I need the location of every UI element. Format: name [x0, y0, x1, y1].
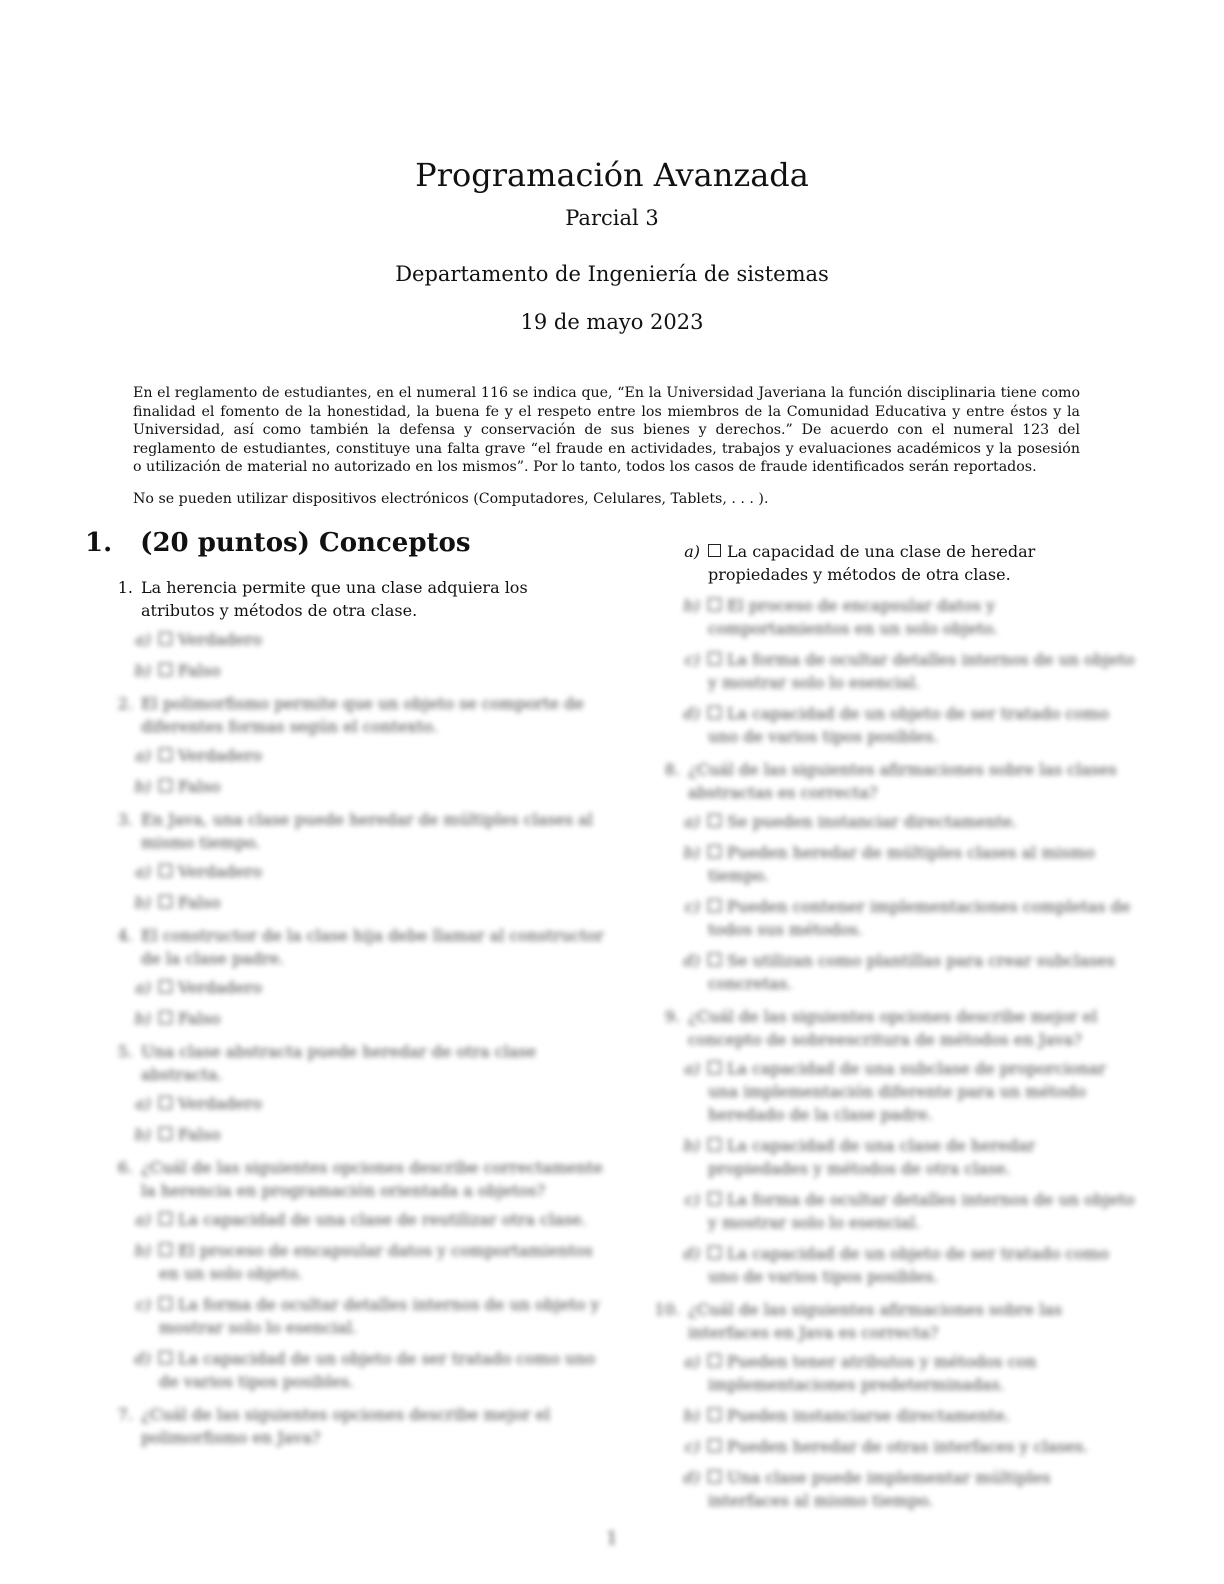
checkbox-icon[interactable] [708, 845, 721, 858]
option-label: a) [135, 862, 151, 881]
answer-options [640, 540, 1135, 748]
option-text [159, 891, 605, 914]
question-number: 2. [117, 694, 133, 713]
question-number: 6. [117, 1158, 133, 1177]
honesty-notice: En el reglamento de estudiantes, en el numeral 116 se indica que, “En la Universidad Javeriana la función disciplinaria tiene como finalidad el fomento de la honestidad, la buena fe y el respeto entre los miembros de la Comunidad Educativa y entre éstos y la Universidad, así como también la defensa y conservación de sus bienes y derechos.” De acuerdo con el numeral 123 del reglamento de estudiantes, constituye una falta grave “el fraude en actividades, trabajos y evaluaciones académicos y la posesión o utilización de material no autorizado en los mismos”. Por lo tanto, todos los casos de fraude identificados serán reportados. [133, 385, 1080, 476]
option-text [708, 594, 1135, 640]
option-label: b) [683, 843, 700, 862]
checkbox-icon[interactable] [708, 652, 721, 665]
option-text [159, 976, 605, 999]
option-text-value: La capacidad de un objeto de ser tratado como uno de varios tipos posibles. [708, 704, 1109, 746]
checkbox-icon[interactable] [159, 1096, 172, 1109]
question [85, 576, 605, 622]
option-text-value: La forma de ocultar detalles internos de un objeto y mostrar solo lo esencial. [708, 1190, 1135, 1232]
option-text [708, 540, 1135, 586]
checkbox-icon[interactable] [708, 598, 721, 611]
option-label: a) [684, 542, 700, 561]
option-label: a) [135, 1094, 151, 1113]
answer-option[interactable] [640, 1188, 1135, 1234]
option-text [159, 1239, 605, 1285]
option-text-value: Pueden heredar de múltiples clases al mismo tiempo. [708, 843, 1095, 885]
option-text [159, 1123, 605, 1146]
question [85, 808, 605, 854]
option-label: b) [683, 1136, 700, 1155]
option-text-value: Verdadero [178, 862, 262, 881]
option-text [159, 744, 605, 767]
answer-option[interactable] [85, 1123, 605, 1146]
question-number: 8. [664, 760, 680, 779]
answer-option[interactable] [640, 1435, 1135, 1458]
option-text [708, 1466, 1135, 1512]
question-number: 4. [117, 926, 133, 945]
option-label: a) [135, 630, 151, 649]
section-heading [85, 528, 605, 558]
left-column [85, 528, 605, 1455]
question [85, 1156, 605, 1202]
question [640, 1005, 1135, 1051]
option-text-value: La capacidad de una clase de reutilizar otra clase. [178, 1210, 587, 1229]
checkbox-icon[interactable] [708, 706, 721, 719]
option-label: d) [683, 951, 700, 970]
question-text: ¿Cuál de las siguientes opciones describe mejor el concepto de sobreescritura de métodos en Java? [688, 1007, 1098, 1049]
option-text [708, 1435, 1135, 1458]
option-text-value: Falso [178, 1009, 221, 1028]
answer-option[interactable] [85, 1092, 605, 1115]
answer-options [85, 1208, 605, 1393]
option-text-value: Falso [178, 1125, 221, 1144]
answer-option[interactable] [85, 775, 605, 798]
answer-option[interactable] [85, 1293, 605, 1339]
question-number: 10. [654, 1300, 680, 1319]
question-text: En Java, una clase puede heredar de múltiples clases al mismo tiempo. [141, 810, 593, 852]
option-text [708, 841, 1135, 887]
question [85, 692, 605, 738]
answer-option[interactable] [85, 1239, 605, 1285]
option-label: b) [683, 596, 700, 615]
answer-option[interactable] [85, 860, 605, 883]
checkbox-icon[interactable] [159, 1127, 172, 1140]
option-label: c) [684, 1437, 700, 1456]
option-label: b) [134, 1125, 151, 1144]
option-text [708, 1188, 1135, 1234]
option-text [159, 1007, 605, 1030]
option-label: b) [134, 1241, 151, 1260]
checkbox-icon[interactable] [708, 814, 721, 827]
option-text-value: Verdadero [178, 1094, 262, 1113]
checkbox-icon[interactable] [159, 895, 172, 908]
answer-option[interactable] [640, 594, 1135, 640]
section-title: (20 puntos) Conceptos [140, 528, 471, 558]
option-text-value: El proceso de encapsular datos y comportamientos en un solo objeto. [159, 1241, 593, 1283]
device-notice: No se pueden utilizar dispositivos electrónicos (Computadores, Celulares, Tablets, . . . ). [133, 491, 769, 507]
question-text: ¿Cuál de las siguientes opciones describe mejor el polimorfismo en Java? [141, 1405, 551, 1447]
option-label: c) [684, 897, 700, 916]
answer-options [85, 1092, 605, 1146]
option-text-value: Falso [178, 893, 221, 912]
option-text-value: La capacidad de una clase de heredar propiedades y métodos de otra clase. [708, 542, 1036, 584]
option-label: b) [134, 777, 151, 796]
question-text: El constructor de la clase hija debe llamar al constructor de la clase padre. [141, 926, 604, 968]
answer-options [85, 860, 605, 914]
option-label: b) [134, 893, 151, 912]
answer-option[interactable] [85, 1347, 605, 1393]
option-text-value: Pueden tener atributos y métodos con implementaciones predeterminadas. [708, 1352, 1037, 1394]
checkbox-icon[interactable] [159, 1297, 172, 1310]
answer-option[interactable] [85, 1007, 605, 1030]
checkbox-icon[interactable] [159, 1011, 172, 1024]
question-text: Una clase abstracta puede heredar de otra clase abstracta. [141, 1042, 537, 1084]
checkbox-icon[interactable] [159, 779, 172, 792]
option-text-value: La capacidad de un objeto de ser tratado como uno de varios tipos posibles. [708, 1244, 1109, 1286]
answer-option[interactable] [640, 648, 1135, 694]
checkbox-icon[interactable] [159, 663, 172, 676]
left-question-list [85, 576, 605, 1449]
answer-options [85, 744, 605, 798]
answer-option[interactable] [640, 1134, 1135, 1180]
checkbox-icon[interactable] [708, 1246, 721, 1259]
option-text-value: La forma de ocultar detalles internos de un objeto y mostrar solo lo esencial. [708, 650, 1135, 692]
option-text [708, 1134, 1135, 1180]
option-text [159, 1092, 605, 1115]
option-text-value: Falso [178, 661, 221, 680]
question-text: ¿Cuál de las siguientes afirmaciones sobre las clases abstractas es correcta? [688, 760, 1117, 802]
option-label: a) [135, 978, 151, 997]
exam-date: 19 de mayo 2023 [520, 310, 704, 334]
option-text [708, 648, 1135, 694]
option-text [708, 702, 1135, 748]
question [85, 924, 605, 970]
document-subtitle: Parcial 3 [565, 206, 659, 230]
answer-option[interactable] [85, 628, 605, 651]
option-text [708, 949, 1135, 995]
option-text [159, 1347, 605, 1393]
option-label: a) [684, 812, 700, 831]
option-text [159, 860, 605, 883]
option-text-value: Pueden contener implementaciones completas de todos sus métodos. [708, 897, 1131, 939]
section-number: 1. [85, 528, 113, 558]
answer-option[interactable] [640, 841, 1135, 887]
option-label: d) [683, 1468, 700, 1487]
answer-options [640, 1057, 1135, 1288]
answer-option[interactable] [640, 949, 1135, 995]
answer-option[interactable] [640, 1466, 1135, 1512]
checkbox-icon[interactable] [159, 1243, 172, 1256]
question-number: 7. [117, 1405, 133, 1424]
option-text-value: Pueden instanciarse directamente. [727, 1406, 1010, 1425]
right-question-list [640, 540, 1135, 1512]
option-text-value: Verdadero [178, 978, 262, 997]
checkbox-icon[interactable] [159, 748, 172, 761]
option-text [159, 659, 605, 682]
checkbox-icon[interactable] [708, 899, 721, 912]
checkbox-icon[interactable] [159, 1212, 172, 1225]
option-label: a) [684, 1352, 700, 1371]
answer-options [640, 1350, 1135, 1512]
option-label: c) [684, 1190, 700, 1209]
question [85, 1040, 605, 1086]
checkbox-icon[interactable] [708, 1470, 721, 1483]
option-text-value: Pueden heredar de otras interfaces y clases. [727, 1437, 1089, 1456]
question [85, 1403, 605, 1449]
option-text-value: Se utilizan como plantillas para crear subclases concretas. [708, 951, 1115, 993]
option-text [159, 775, 605, 798]
option-text [708, 1350, 1135, 1396]
question-number: 1. [117, 578, 133, 597]
option-text-value: El proceso de encapsular datos y comportamientos en un solo objeto. [708, 596, 999, 638]
option-text [159, 1293, 605, 1339]
question-number: 5. [117, 1042, 133, 1061]
option-label: c) [135, 1295, 151, 1314]
option-text [159, 1208, 605, 1231]
option-label: c) [684, 650, 700, 669]
option-label: b) [134, 661, 151, 680]
checkbox-icon[interactable] [708, 1138, 721, 1151]
option-label: d) [683, 704, 700, 723]
option-text [159, 628, 605, 651]
option-text-value: Verdadero [178, 746, 262, 765]
answer-options [85, 628, 605, 682]
question-number: 9. [664, 1007, 680, 1026]
answer-option[interactable] [640, 895, 1135, 941]
checkbox-icon[interactable] [159, 1351, 172, 1364]
option-text-value: La forma de ocultar detalles internos de un objeto y mostrar solo lo esencial. [159, 1295, 600, 1337]
answer-option[interactable] [640, 1057, 1135, 1126]
answer-option[interactable] [640, 1404, 1135, 1427]
answer-options [85, 976, 605, 1030]
option-label: d) [683, 1244, 700, 1263]
checkbox-icon[interactable] [708, 1408, 721, 1421]
option-label: b) [683, 1406, 700, 1425]
checkbox-icon[interactable] [708, 1192, 721, 1205]
checkbox-icon[interactable] [159, 632, 172, 645]
answer-option[interactable] [640, 810, 1135, 833]
option-label: a) [135, 1210, 151, 1229]
option-text-value: La capacidad de una subclase de proporcionar una implementación diferente para un método heredado de la clase padre. [708, 1059, 1106, 1124]
checkbox-icon[interactable] [159, 864, 172, 877]
option-text-value: Una clase puede implementar múltiples interfaces al mismo tiempo. [708, 1468, 1051, 1510]
question-text: ¿Cuál de las siguientes afirmaciones sobre las interfaces en Java es correcta? [688, 1300, 1063, 1342]
answer-option[interactable] [85, 744, 605, 767]
option-text-value: Falso [178, 777, 221, 796]
department-name: Departamento de Ingeniería de sistemas [395, 262, 829, 286]
answer-option[interactable] [85, 659, 605, 682]
answer-option[interactable] [640, 1350, 1135, 1396]
question-text: El polimorfismo permite que un objeto se comporte de diferentes formas según el contexto. [141, 694, 584, 736]
answer-option[interactable] [85, 976, 605, 999]
checkbox-icon[interactable] [159, 980, 172, 993]
option-label: b) [134, 1009, 151, 1028]
option-text [708, 1242, 1135, 1288]
option-text [708, 1404, 1135, 1427]
question-text: La herencia permite que una clase adquiera los atributos y métodos de otra clase. [141, 578, 528, 620]
answer-options [640, 810, 1135, 995]
page-number: 1 [606, 1528, 618, 1549]
right-column [640, 536, 1135, 1522]
document-title: Programación Avanzada [415, 156, 809, 194]
checkbox-icon[interactable] [708, 1354, 721, 1367]
option-text [708, 810, 1135, 833]
answer-option[interactable] [85, 1208, 605, 1231]
answer-option[interactable] [640, 702, 1135, 748]
question-number: 3. [117, 810, 133, 829]
answer-option[interactable] [640, 1242, 1135, 1288]
question [640, 1298, 1135, 1344]
question-text: ¿Cuál de las siguientes opciones describe correctamente la herencia en programación orientada a objetos? [141, 1158, 603, 1200]
answer-option[interactable] [85, 891, 605, 914]
option-text-value: Verdadero [178, 630, 262, 649]
answer-option[interactable] [640, 540, 1135, 586]
option-label: a) [684, 1059, 700, 1078]
option-text-value: La capacidad de una clase de heredar propiedades y métodos de otra clase. [708, 1136, 1036, 1178]
checkbox-icon[interactable] [708, 953, 721, 966]
checkbox-icon[interactable] [708, 544, 721, 557]
question [640, 758, 1135, 804]
option-text-value: La capacidad de un objeto de ser tratado como uno de varios tipos posibles. [159, 1349, 596, 1391]
option-text-value: Se pueden instanciar directamente. [727, 812, 1018, 831]
option-label: d) [134, 1349, 151, 1368]
checkbox-icon[interactable] [708, 1439, 721, 1452]
option-label: a) [135, 746, 151, 765]
checkbox-icon[interactable] [708, 1061, 721, 1074]
option-text [708, 1057, 1135, 1126]
option-text [708, 895, 1135, 941]
